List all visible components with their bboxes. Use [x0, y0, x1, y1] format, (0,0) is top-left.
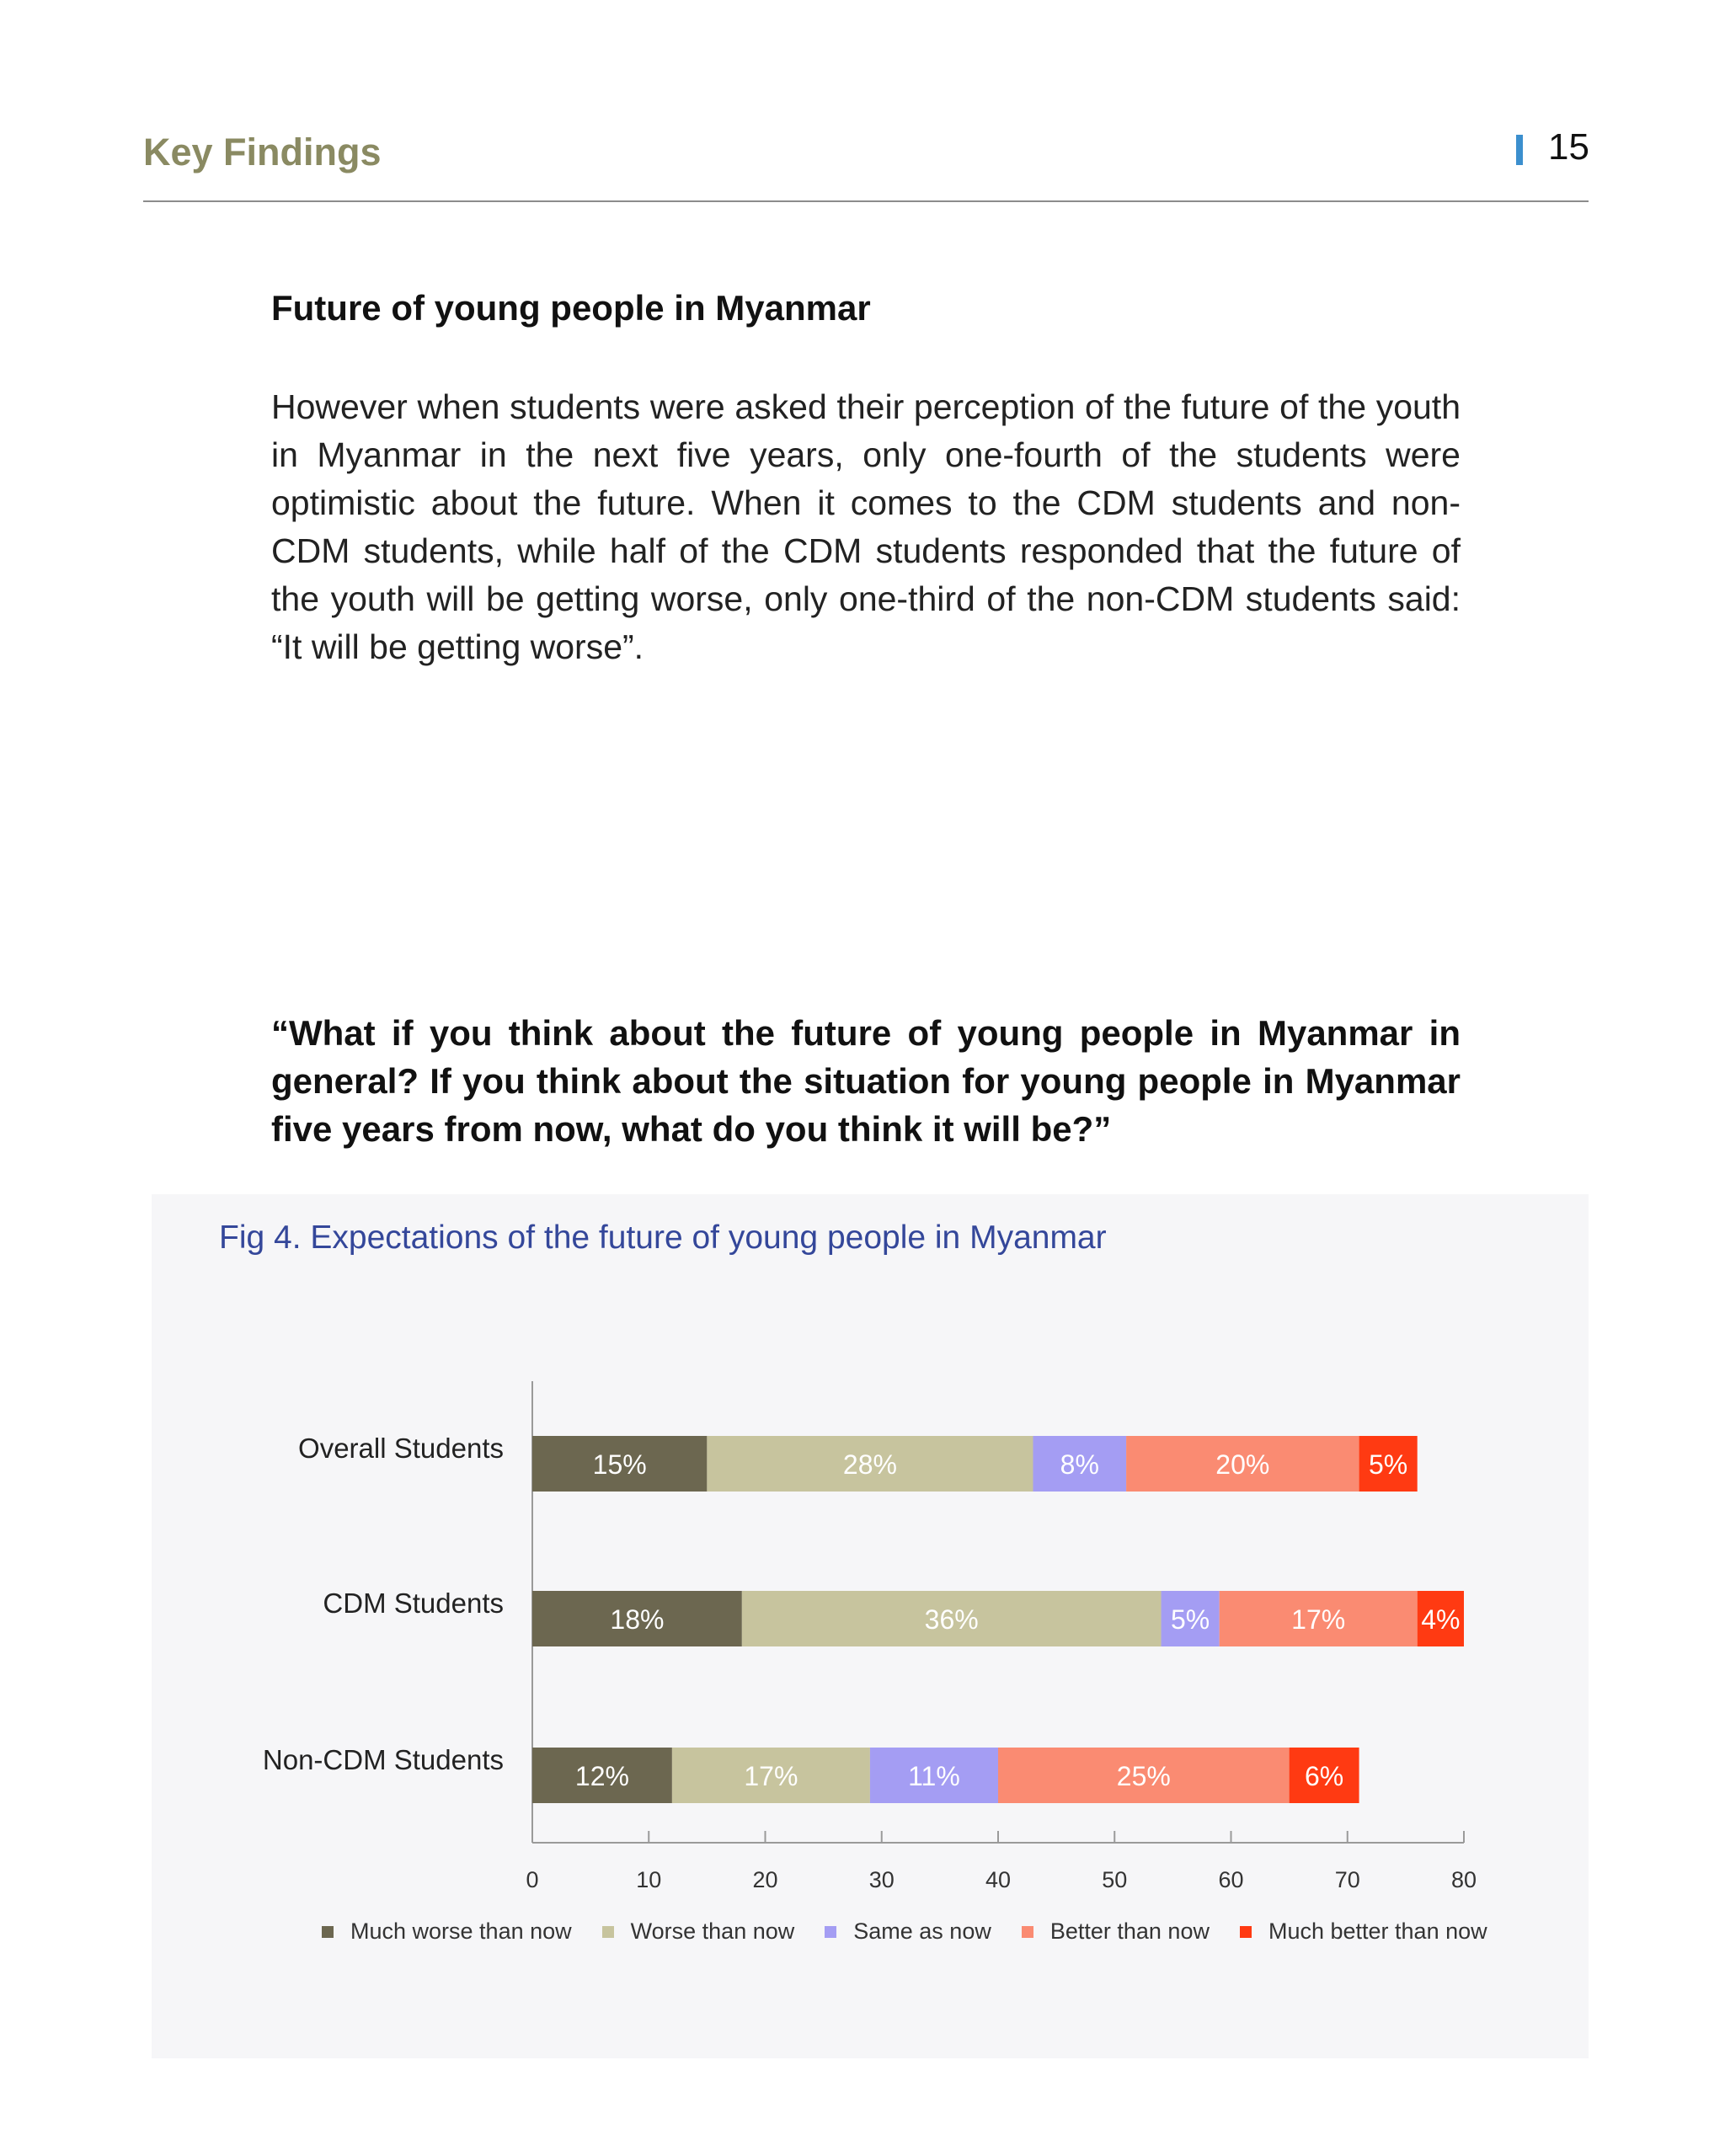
page-number: 15 [1548, 126, 1589, 168]
data-label: 4% [1421, 1604, 1461, 1635]
legend-item [1240, 1919, 1487, 1945]
legend-item [322, 1919, 572, 1945]
data-label: 15% [592, 1449, 647, 1480]
category-label: CDM Students [323, 1588, 504, 1619]
header-section-title: Key Findings [143, 131, 382, 173]
data-label: 28% [842, 1449, 897, 1480]
x-tick-label: 10 [636, 1867, 662, 1892]
x-tick-label: 60 [1218, 1867, 1244, 1892]
data-label: 20% [1215, 1449, 1270, 1480]
section-heading: Future of young people in Myanmar [271, 288, 871, 328]
x-tick-label: 50 [1102, 1867, 1128, 1892]
x-tick-label: 40 [985, 1867, 1012, 1892]
x-tick-label: 0 [526, 1867, 539, 1892]
legend-swatch [825, 1926, 836, 1938]
x-tick-label: 80 [1450, 1867, 1477, 1892]
data-label: 17% [1291, 1604, 1346, 1635]
x-tick-label: 70 [1334, 1867, 1360, 1892]
body-paragraph: However when students were asked their perception of the future of the youth in Myanmar in the next five years, only one-fourth of the students were optimistic about the future. When it comes to the CDM students and non-CDM students, while half of the CDM students responded that the future of the youth will be getting worse, only one-third of the non-CDM students said: “It will be getting worse”. [271, 387, 1461, 666]
data-label: 12% [574, 1761, 629, 1791]
data-label: 5% [1369, 1449, 1408, 1480]
legend-label: Worse than now [630, 1919, 795, 1944]
data-label: 25% [1116, 1761, 1171, 1791]
legend-swatch [1240, 1926, 1252, 1938]
category-label: Overall Students [298, 1433, 504, 1464]
legend-label: Same as now [853, 1919, 991, 1944]
data-label: 36% [924, 1604, 979, 1635]
legend-label: Much worse than now [350, 1919, 572, 1944]
chart-legend [322, 1919, 1487, 1945]
x-tick-label: 20 [752, 1867, 778, 1892]
survey-question: “What if you think about the future of young people in Myanmar in general? If you think about the situation for young people in Myanmar five years from now, what do you think it will be?” [271, 1013, 1461, 1149]
data-label: 5% [1170, 1604, 1210, 1635]
data-label: 18% [610, 1604, 665, 1635]
data-label: 6% [1304, 1761, 1344, 1791]
legend-swatch [1022, 1926, 1033, 1938]
legend-swatch [602, 1926, 614, 1938]
data-label: 11% [908, 1761, 960, 1791]
legend-swatch [322, 1926, 334, 1938]
x-tick-label: 30 [868, 1867, 895, 1892]
legend-item [825, 1919, 991, 1945]
legend-item [1022, 1919, 1210, 1945]
category-label: Non-CDM Students [262, 1744, 504, 1775]
figure-title: Fig 4. Expectations of the future of young people in Myanmar [219, 1219, 1107, 1256]
legend-item [602, 1919, 795, 1945]
data-label: 17% [744, 1761, 798, 1791]
legend-label: Much better than now [1268, 1919, 1487, 1944]
data-label: 8% [1060, 1449, 1099, 1480]
legend-label: Better than now [1049, 1919, 1210, 1944]
